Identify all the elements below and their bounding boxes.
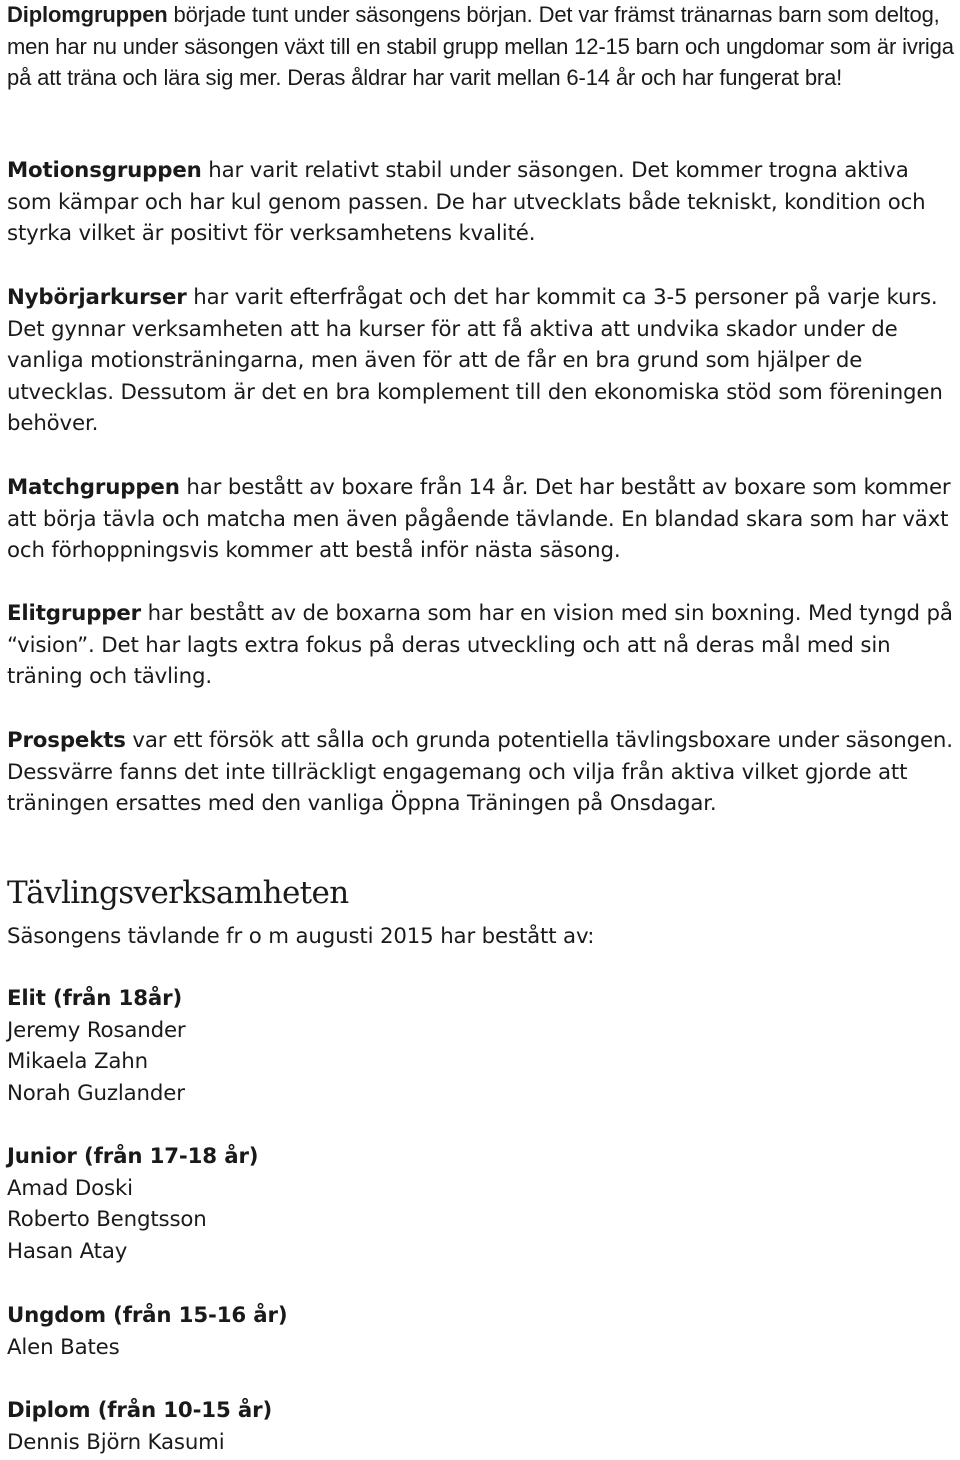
paragraph-prospekts bbox=[7, 725, 955, 820]
group-title: Diplom (från 10-15 år) bbox=[7, 1398, 273, 1423]
group-diplom bbox=[7, 1395, 272, 1458]
paragraph-motionsgruppen bbox=[7, 155, 955, 250]
group-member: Hasan Atay bbox=[7, 1238, 128, 1264]
group-member: Roberto Bengtsson bbox=[7, 1207, 207, 1232]
group-member: Alen Bates bbox=[7, 1334, 120, 1360]
group-member: Amad Doski bbox=[7, 1175, 133, 1201]
paragraph-heading: Nybörjarkurser bbox=[7, 285, 187, 310]
paragraph-heading: Diplomgruppen bbox=[7, 2, 168, 27]
paragraph-text: har varit efterfrågat och det har kommit ca 3-5 personer på varje kurs. Det gynnar verksamheten att ha kurser för att få aktiva att undvika skador under de vanliga motionsträningarna, men även för att de får en bra grund som hjälper de utvecklas. Dessutom är det en bra komplement till den ekonomiska stöd som föreningen behöver. bbox=[7, 285, 943, 436]
paragraph-diplomgruppen bbox=[7, 0, 955, 94]
group-member: Norah Guzlander bbox=[7, 1080, 185, 1106]
paragraph-text: började tunt under säsongens början. Det var främst tränarnas barn som deltog, men har nu under säsongen växt till en stabil grupp mellan 12-15 barn och ungdomar som är ivriga på att träna och lära sig mer. Deras åldrar har varit mellan 6-14 år och har fungerat bra! bbox=[7, 2, 954, 90]
group-title: Elit (från 18år) bbox=[7, 986, 183, 1011]
group-junior bbox=[7, 1141, 258, 1267]
group-member: Jeremy Rosander bbox=[7, 1017, 186, 1043]
section-title: Tävlingsverksamheten bbox=[7, 875, 349, 911]
group-ungdom bbox=[7, 1300, 287, 1363]
paragraph-heading: Motionsgruppen bbox=[7, 158, 202, 183]
group-member: Mikaela Zahn bbox=[7, 1049, 148, 1074]
group-elit bbox=[7, 983, 186, 1109]
group-title: Ungdom (från 15-16 år) bbox=[7, 1303, 288, 1328]
paragraph-text: har varit relativt stabil under säsongen. Det kommer trogna aktiva som kämpar och har kul genom passen. De har utvecklats både tekniskt, kondition och styrka vilket är positivt för verksamhetens kvalité. bbox=[7, 158, 926, 246]
section-intro: Säsongens tävlande fr o m augusti 2015 har bestått av: bbox=[7, 924, 595, 949]
paragraph-matchgruppen bbox=[7, 472, 955, 567]
paragraph-nyborjarkurser bbox=[7, 282, 955, 440]
group-member: Dennis Björn Kasumi bbox=[7, 1429, 225, 1455]
paragraph-heading: Elitgrupper bbox=[7, 601, 142, 626]
paragraph-text: har bestått av boxare från 14 år. Det har bestått av boxare som kommer att börja tävla och matcha men även pågående tävlande. En blandad skara som har växt och förhoppningsvis kommer att bestå inför nästa säsong. bbox=[7, 475, 951, 563]
group-title: Junior (från 17-18 år) bbox=[7, 1144, 259, 1169]
paragraph-elitgrupper bbox=[7, 598, 955, 693]
paragraph-text: har bestått av de boxarna som har en vision med sin boxning. Med tyngd på “vision”. Det har lagts extra fokus på deras utveckling och att nå deras mål med sin träning och tävling. bbox=[7, 601, 953, 689]
paragraph-heading: Matchgruppen bbox=[7, 475, 180, 500]
paragraph-heading: Prospekts bbox=[7, 728, 126, 753]
paragraph-text: var ett försök att sålla och grunda potentiella tävlingsboxare under säsongen. Dessvärre fanns det inte tillräckligt engagemang och vilja från aktiva vilket gjorde att träningen ersattes med den vanliga Öppna Träningen på Onsdagar. bbox=[7, 728, 953, 816]
